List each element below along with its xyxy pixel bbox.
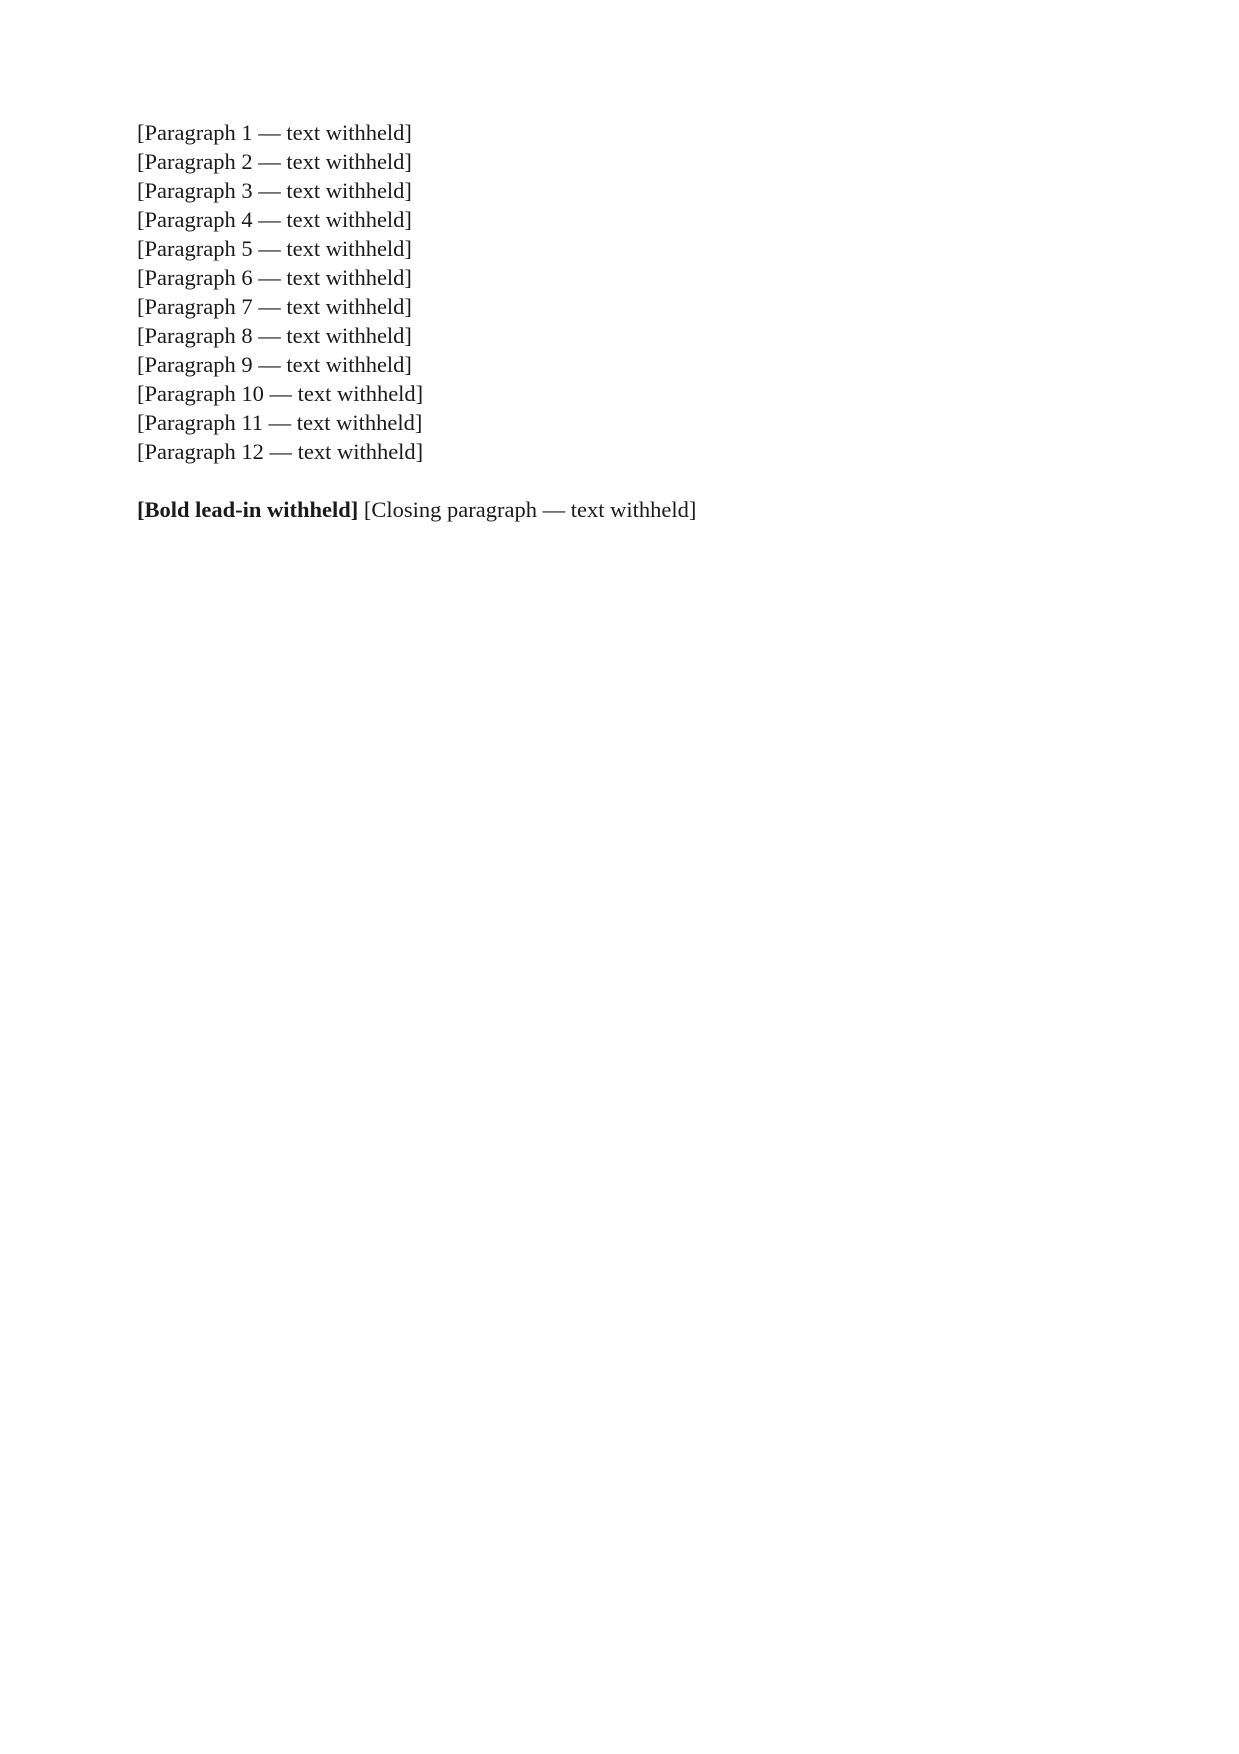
paragraph: [Paragraph 1 — text withheld] — [137, 120, 412, 145]
section-gap — [119, 466, 1147, 495]
paragraph: [Paragraph 9 — text withheld] — [137, 352, 412, 377]
paragraph: [Paragraph 11 — text withheld] — [137, 410, 423, 435]
paragraph: [Paragraph 10 — text withheld] — [137, 381, 424, 406]
paragraph: [Paragraph 4 — text withheld] — [137, 207, 412, 232]
paragraph: [Paragraph 2 — text withheld] — [137, 149, 412, 174]
paragraph: [Paragraph 6 — text withheld] — [137, 265, 412, 290]
paragraph: [Paragraph 7 — text withheld] — [137, 294, 412, 319]
margin-note — [119, 495, 1147, 524]
paragraph: [Paragraph 3 — text withheld] — [137, 178, 412, 203]
margin-note-lead: [Bold lead-in withheld] — [137, 497, 359, 522]
paragraph: [Paragraph 12 — text withheld] — [137, 439, 424, 464]
margin-note-text: [Closing paragraph — text withheld] — [363, 497, 697, 522]
document-body — [119, 118, 1147, 466]
paragraph: [Paragraph 5 — text withheld] — [137, 236, 412, 261]
paragraph: [Paragraph 8 — text withheld] — [137, 323, 412, 348]
